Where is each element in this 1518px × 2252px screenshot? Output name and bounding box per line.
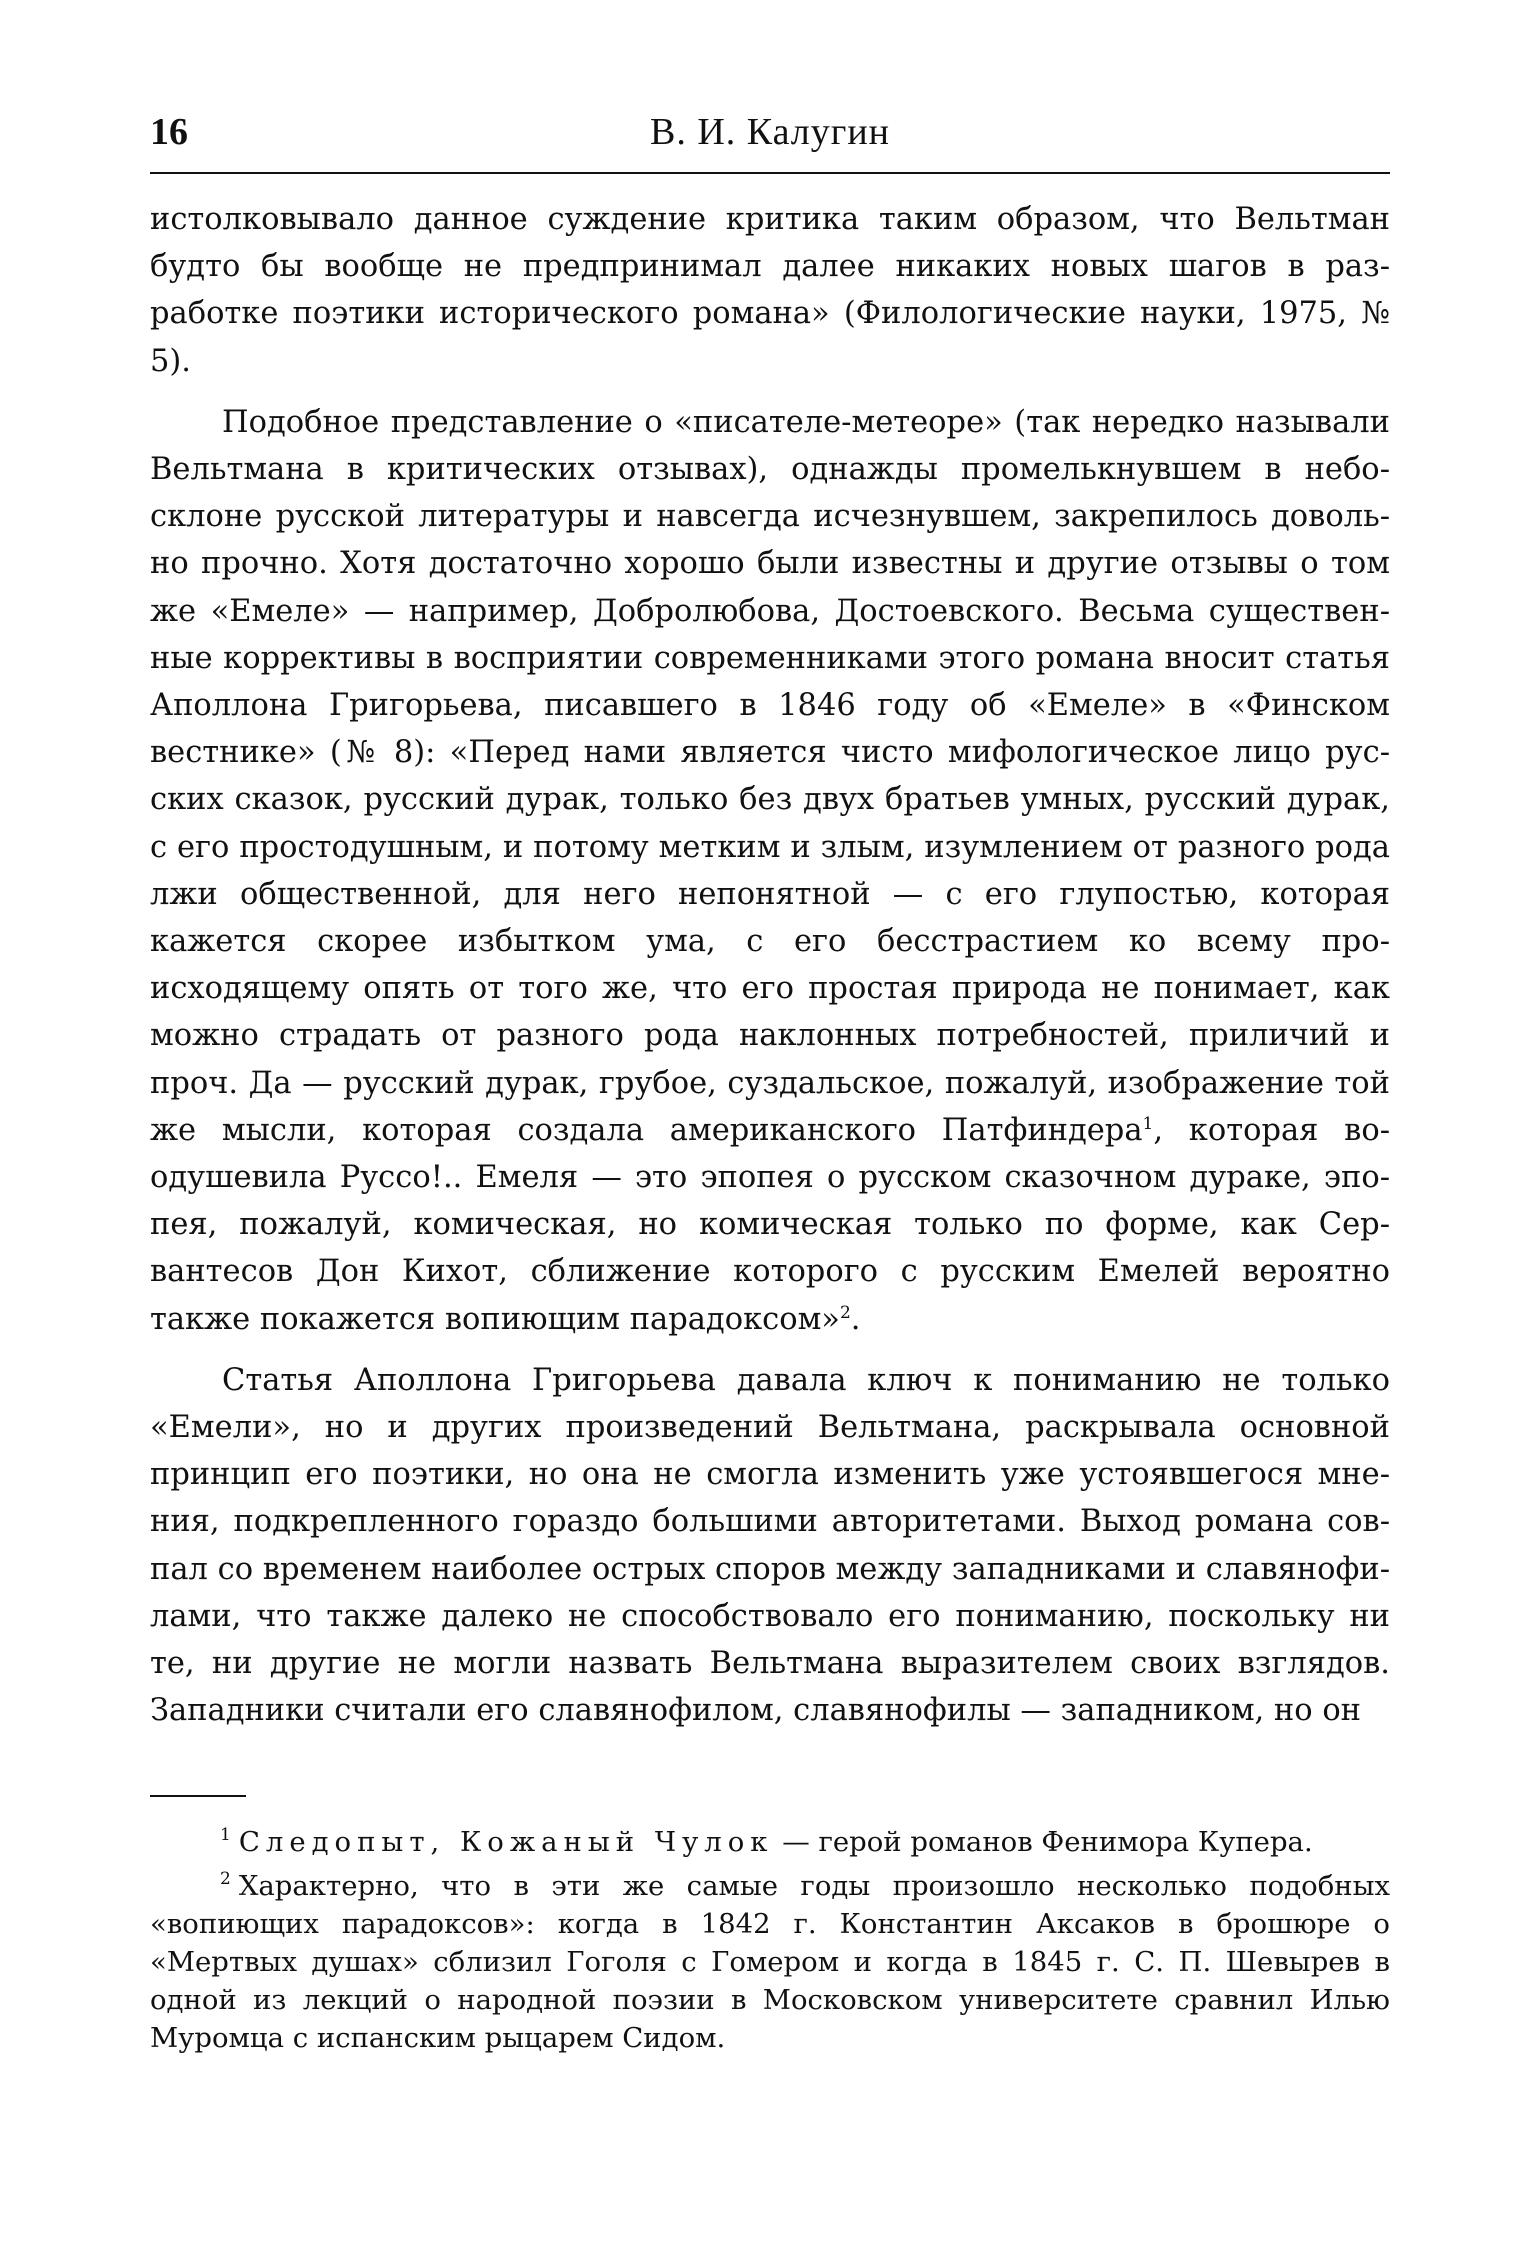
paragraph-text: которая воодушевила Руссо!.. Емеля — это эпопея о русском сказочном дураке, эпопея, пожалуй, комическая, но комическая только по форме, как Сервантесов Дон Кихот, сближение которого с русским Емелей вероятно также покажется вопиющим парадоксом» [150, 1112, 1391, 1337]
paragraph-grigoriev: Статья Аполлона Григорьева давала ключ к пониманию не только «Емели», но и других произведений Вельтмана, раскрывала основной принцип его поэтики, но она не смогла изменить уже устоявшегося мнения, подкрепленного гораздо большими авторитетами. Выход романа совпал со временем наиболее острых споров между западниками и славянофилами, что также далеко не способствовало его пониманию, поскольку ни те, ни другие не могли назвать Вельтмана выразителем своих взглядов. Западники считали его славянофилом, славянофилы — западником, но он [150, 1362, 1390, 1729]
page-header [150, 110, 1390, 174]
footnote-mark: 2 [220, 1869, 231, 1890]
footnote-1 [150, 1823, 1390, 1861]
paragraph-continued: истолковывало данное суждение критика таким образом, что Вельтман будто бы вообще не предпринимал далее никаких новых шагов в разработке поэтики исторического романа» (Филологические науки, 1975, № 5). [150, 202, 1390, 379]
main-text [150, 196, 1390, 1735]
footnote-2 [150, 1867, 1390, 2057]
footnote-mark: 1 [220, 1825, 231, 1846]
page-number: 16 [150, 111, 188, 153]
footnote-divider [150, 1795, 246, 1797]
paragraph-text: Подобное представление о «писателе-метеоре» (так нередко называли Вельтмана в критических отзывах), однажды промелькнувшем в небосклоне русской литературы и навсегда исчезнувшем, закрепилось довольно прочно. Хотя достаточно хорошо были известны и другие отзывы о том же «Емеле» — например, Добролюбова, Достоевского. Весьма существенные коррективы в восприятии современниками этого романа вносит статья Аполлона Григорьева, писавшего в 1846 году об «Емеле» в «Финском вестнике» (№ 8): «Перед нами является чисто мифологическое лицо русских сказок, русский дурак, только без двух братьев умных, русский дурак, с его простодушным, и потому метким и злым, изумлением от разного рода лжи общественной, для него непонятной — с его глупостью, которая кажется скорее избытком ума, с его бесстрастием ко всему происходящему опять от того же, что его простая природа не понимает, как можно страдать от разного рода наклонных потребностей, приличий и проч. Да — русский дурак, грубое, суздальское, пожалуй, изображение той же мысли, которая создала американского Патфиндера [150, 404, 1390, 1148]
running-head: В. И. Калугин [649, 111, 891, 153]
paragraph-meteor: Подобное представление о «писателе-метеоре» (так нередко называли Вельтмана в критических отзывах), однажды промелькнувшем в небосклоне русской литературы и навсегда исчезнувшем, закрепилось довольно прочно. Хотя достаточно хорошо были известны и другие отзывы о том же «Емеле» — например, Добролюбова, Достоевского. Весьма существенные коррективы в восприятии современниками этого романа вносит статья Аполлона Григорьева, писавшего в 1846 году об «Емеле» в «Финском вестнике» (№ 8): «Перед нами является чисто мифологическое лицо русских сказок, русский дурак, только без двух братьев умных, русский дурак, с его простодушным, и потому метким и злым, изумлением от разного рода лжи общественной, для него непонятной — с его глупостью, которая кажется скорее избытком ума, с его бесстрастием ко всему происходящему опять от того же, что его простая природа не понимает, как можно страдать от разного рода наклонных потребностей, приличий и проч. Да — русский дурак, грубое, суздальское, пожалуй, изображение той же мысли, которая создала американского Патфиндера$^1$, которая воодушевила Руссо!.. Емеля — это эпопея о русском сказочном дураке, эпопея, пожалуй, комическая, но комическая только по форме, как Сервантесов Дон Кихот, сближение которого с русским Емелей вероятно также покажется вопиющим парадоксом»$^2$. [150, 404, 1391, 1337]
footnote-reference[interactable]: 2 [839, 1302, 851, 1323]
footnote-text: Характерно, что в эти же самые годы произошло несколько подобных «вопиющих парадоксов»: когда в 1842 г. Константин Аксаков в брошюре о «Мертвых душах» сблизил Гоголя с Гомером и когда в 1845 г. С. П. Шевырев в одной из лекций о народной поэзии в Московском университете сравнил Илью Муромца с испанским рыцарем Сидом. [150, 1869, 1390, 2054]
footnotes [150, 1823, 1390, 2057]
footnote-emphasis: Следопыт, Кожаный Чулок [238, 1825, 774, 1858]
book-page [150, 110, 1390, 2065]
footnote-reference[interactable]: 1 [1142, 1113, 1154, 1134]
footnote-text: — герой романов Фенимора Купера. [773, 1825, 1313, 1858]
